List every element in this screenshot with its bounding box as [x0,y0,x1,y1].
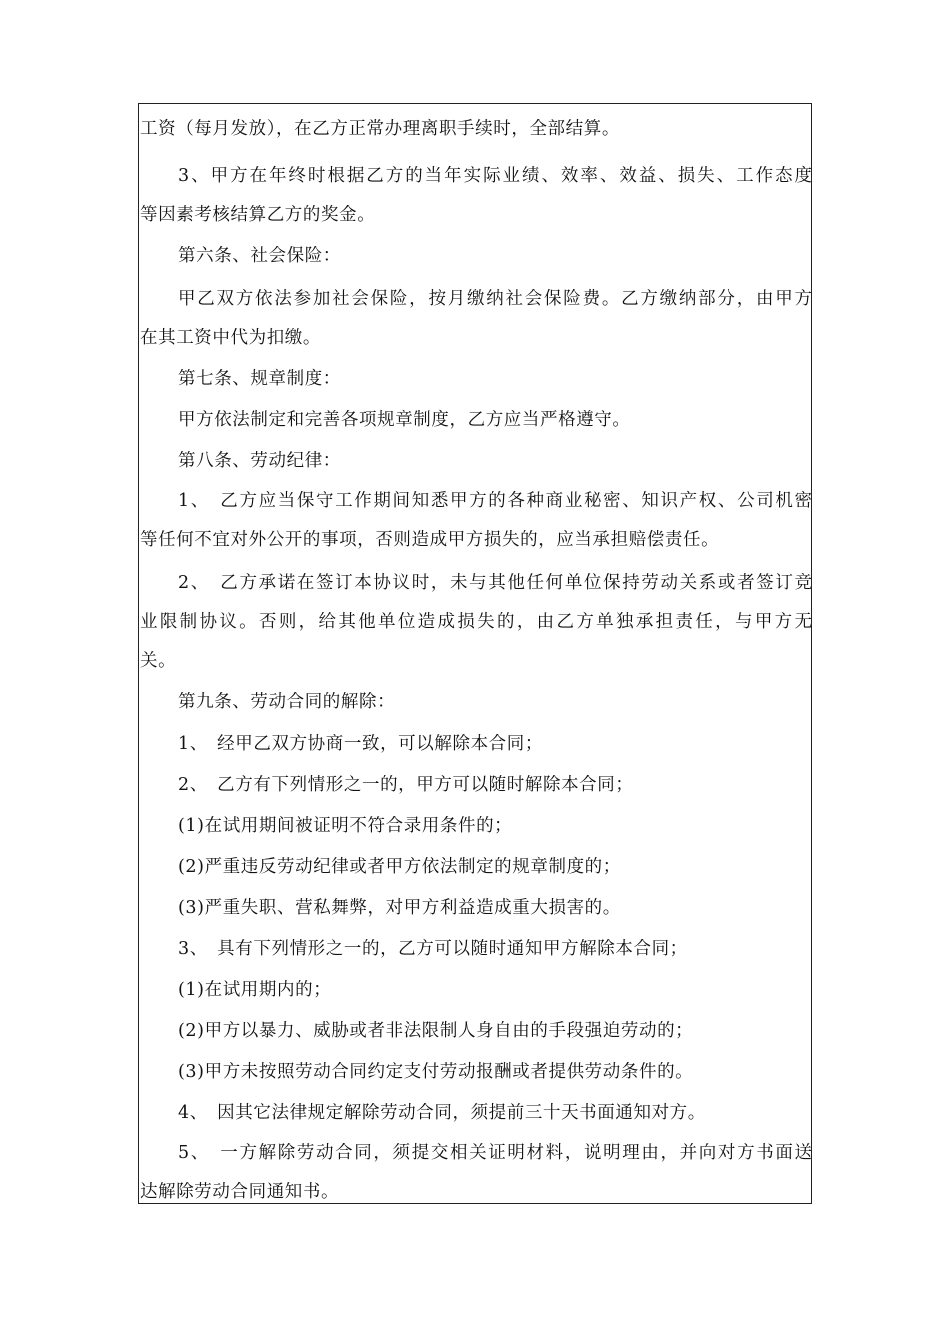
list-item: (2)严重违反劳动纪律或者甲方依法制定的规章制度的； [178,857,621,877]
list-item: (1)在试用期内的； [178,980,332,1000]
section-heading: 第八条、劳动纪律： [178,451,341,471]
text-line: 工资（每月发放），在乙方正常办理离职手续时，全部结算。 [140,119,620,139]
text-line: 甲方依法制定和完善各项规章制度，乙方应当严格遵守。 [178,410,631,430]
list-item: (2)甲方以暴力、威胁或者非法限制人身自由的手段强迫劳动的； [178,1021,694,1041]
list-item: 5、 一方解除劳动合同，须提交相关证明材料，说明理由，并向对方书面送 [178,1143,812,1163]
text-line: 在其工资中代为扣缴。 [140,328,321,348]
list-item: (3)严重失职、营私舞弊，对甲方利益造成重大损害的。 [178,898,621,918]
text-line: 业限制协议。否则，给其他单位造成损失的，由乙方单独承担责任，与甲方无 [140,612,812,632]
text-line: 等任何不宜对外公开的事项，否则造成甲方损失的，应当承担赔偿责任。 [140,530,720,550]
list-item: (3)甲方未按照劳动合同约定支付劳动报酬或者提供劳动条件的。 [178,1062,694,1082]
section-heading: 第九条、劳动合同的解除： [178,692,396,712]
text-line: 等因素考核结算乙方的奖金。 [140,205,376,225]
text-line: 1、 乙方应当保守工作期间知悉甲方的各种商业秘密、知识产权、公司机密 [178,491,812,511]
list-item: 2、 乙方有下列情形之一的，甲方可以随时解除本合同； [178,775,634,795]
text-line: 2、 乙方承诺在签订本协议时，未与其他任何单位保持劳动关系或者签订竞 [178,573,812,593]
text-line: 达解除劳动合同通知书。 [140,1182,340,1202]
list-item: (1)在试用期间被证明不符合录用条件的； [178,816,513,836]
list-item: 1、 经甲乙双方协商一致，可以解除本合同； [178,734,543,754]
text-line: 3、甲方在年终时根据乙方的当年实际业绩、效率、效益、损失、工作态度 [178,166,812,186]
text-line: 甲乙双方依法参加社会保险，按月缴纳社会保险费。乙方缴纳部分，由甲方 [178,289,812,309]
text-line: 关。 [140,651,177,671]
section-heading: 第七条、规章制度： [178,369,341,389]
list-item: 4、 因其它法律规定解除劳动合同，须提前三十天书面通知对方。 [178,1103,706,1123]
list-item: 3、 具有下列情形之一的，乙方可以随时通知甲方解除本合同； [178,939,688,959]
section-heading: 第六条、社会保险： [178,246,341,266]
